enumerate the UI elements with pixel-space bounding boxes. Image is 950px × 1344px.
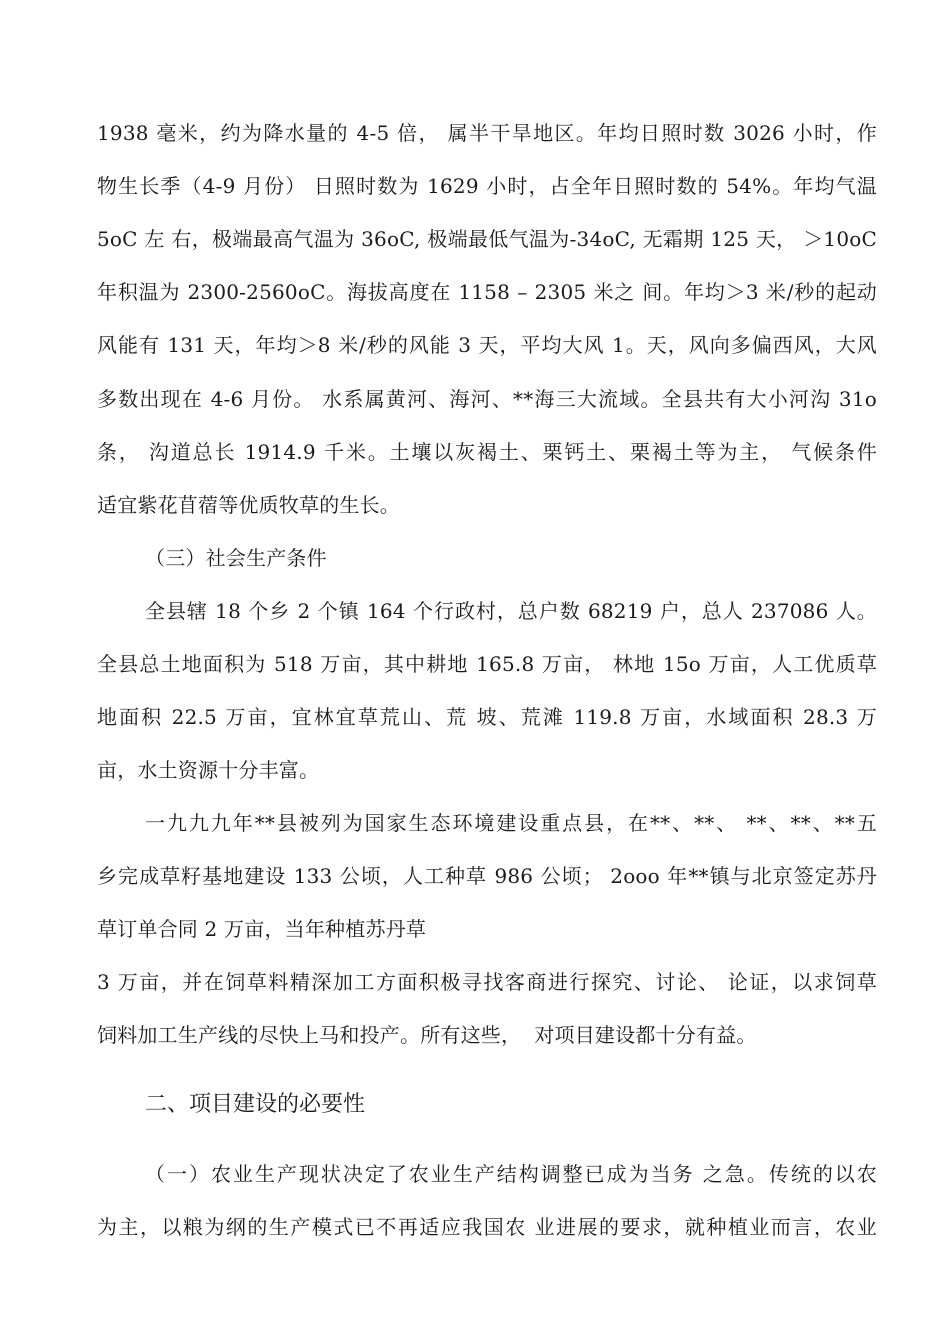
climate-line-3: 5oC 左 右，极端最高气温为 36oC, 极端最低气温为-34oC, 无霜期 125 天， ＞10oC (97, 227, 877, 251)
climate-line-2: 物生长季（4-9 月份） 日照时数为 1629 小时，占全年日照时数的 54%。年均气温 (97, 174, 877, 198)
social-line-2: 全县总土地面积为 518 万亩，其中耕地 165.8 万亩， 林地 15o 万亩，人工优质草 (97, 652, 877, 676)
climate-line-4: 年积温为 2300-2560oC。海拔高度在 1158 – 2305 米之 间。年均＞3 米/秒的起动 (97, 280, 877, 304)
climate-line-6: 多数出现在 4-6 月份。 水系属黄河、海河、**海三大流域。全县共有大小河沟 31o (97, 387, 877, 411)
para1999-line-3: 草订单合同 2 万亩，当年种植苏丹草 (97, 917, 427, 941)
climate-line-5: 风能有 131 天，年均＞8 米/秒的风能 3 天，平均大风 1。天，风向多偏西风，大风 (97, 333, 877, 357)
climate-line-7: 条， 沟道总长 1914.9 千米。土壤以灰褐土、栗钙土、栗褐土等为主， 气候条件 (97, 440, 877, 464)
social-line-3: 地面积 22.5 万亩，宜林宜草荒山、荒 坡、荒滩 119.8 万亩，水域面积 28.3 万 (97, 705, 877, 729)
necessity-line-1: （一）农业生产现状决定了农业生产结构调整已成为当务 之急。传统的以农 (145, 1162, 877, 1186)
para1999-line-2: 乡完成草籽基地建设 133 公顷，人工种草 986 公顷； 2ooo 年**镇与北京签定苏丹 (97, 864, 877, 888)
para1999-line-4: 3 万亩，并在饲草料精深加工方面积极寻找客商进行探究、讨论、 论证，以求饲草 (97, 970, 877, 994)
climate-line-8: 适宜紫花苜蓿等优质牧草的生长。 (97, 493, 400, 517)
section-two-heading: 二、项目建设的必要性 (145, 1092, 366, 1117)
section-three-title: （三）社会生产条件 (145, 546, 327, 570)
social-line-1: 全县辖 18 个乡 2 个镇 164 个行政村，总户数 68219 户，总人 237086 人。 (145, 599, 877, 623)
climate-line-1: 1938 毫米，约为降水量的 4-5 倍， 属半干旱地区。年均日照时数 3026 小时，作 (97, 121, 877, 145)
necessity-line-2: 为主，以粮为纲的生产模式已不再适应我国农 业进展的要求，就种植业而言，农业 (97, 1215, 877, 1239)
para1999-line-5: 饲料加工生产线的尽快上马和投产。所有这些， 对项目建设都十分有益。 (97, 1023, 757, 1047)
social-line-4: 亩，水土资源十分丰富。 (97, 758, 320, 782)
para1999-line-1: 一九九九年**县被列为国家生态环境建设重点县，在**、**、 **、**、**五 (145, 811, 877, 835)
